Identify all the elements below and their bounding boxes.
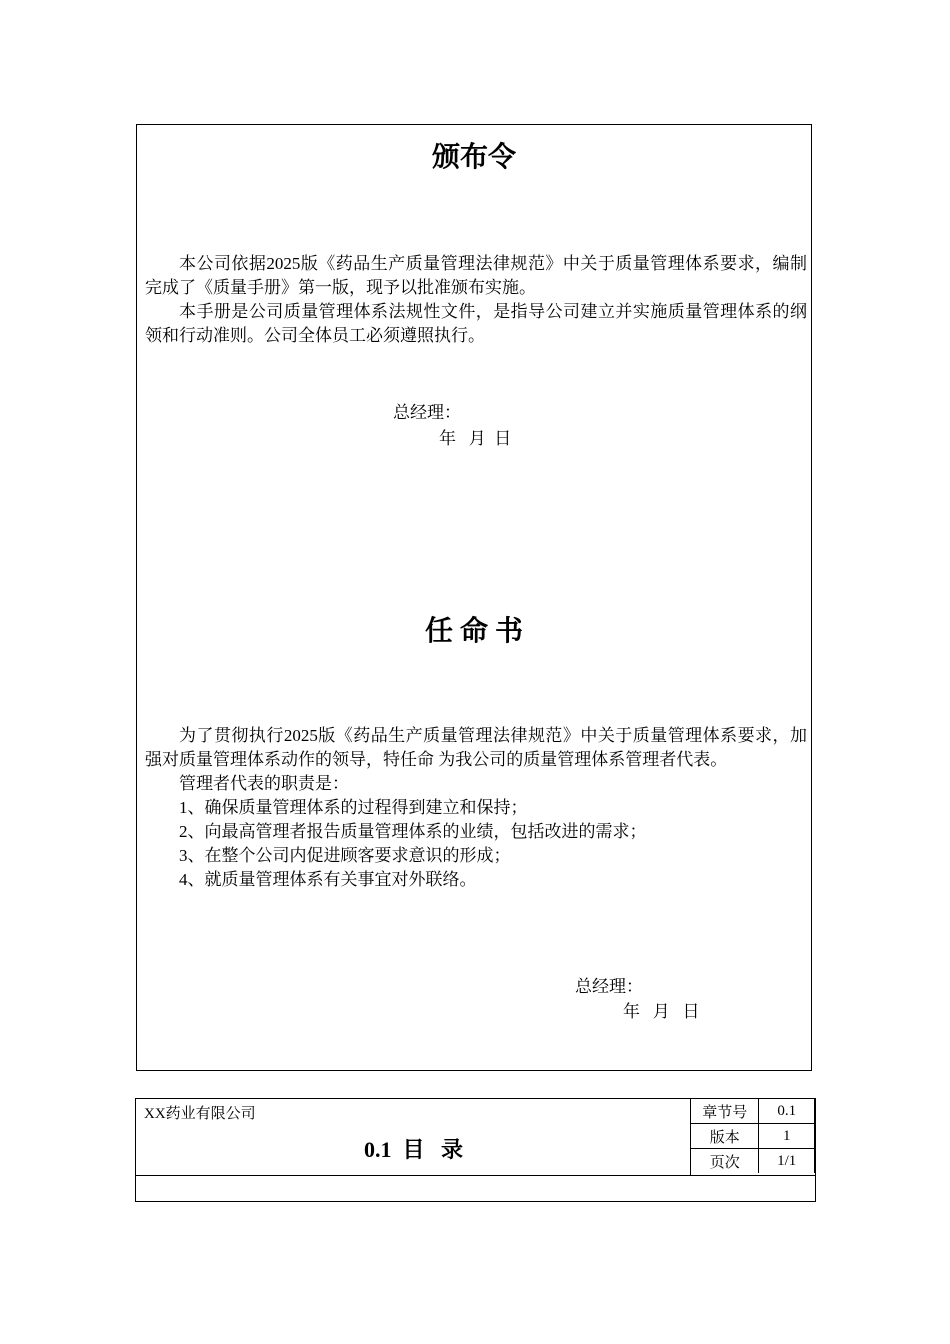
duty-item-2: 2、向最高管理者报告质量管理体系的业绩，包括改进的需求； — [179, 822, 647, 841]
appointment-body — [145, 724, 807, 892]
meta-key: 版本 — [691, 1124, 759, 1149]
document-header-table — [135, 1098, 816, 1202]
appointment-title: 任 命 书 — [424, 616, 523, 647]
appointment-signer-label: 总经理： — [575, 977, 643, 996]
decree-paragraph-1: 本公司依据2025版《药品生产质量管理法律规范》中关于质量管理体系要求，编制完成了《质量手册》第一版，现予以批准颁布实施。 — [145, 254, 807, 297]
meta-value: 1 — [759, 1124, 815, 1149]
meta-key: 章节号 — [691, 1099, 759, 1124]
decree-signer-label: 总经理： — [393, 403, 461, 422]
company-name: XX药业有限公司 — [144, 1106, 256, 1122]
meta-value: 1/1 — [759, 1149, 815, 1174]
decree-title: 颁布令 — [431, 142, 516, 173]
meta-row-page — [691, 1149, 815, 1174]
document-frame — [136, 124, 812, 1071]
section-title: 0.1 目 录 — [363, 1137, 463, 1162]
duties-heading: 管理者代表的职责是： — [179, 774, 349, 793]
duty-item-3: 3、在整个公司内促进顾客要求意识的形成； — [179, 846, 511, 865]
meta-row-section — [691, 1099, 815, 1124]
decree-paragraph-2: 本手册是公司质量管理体系法规性文件，是指导公司建立并实施质量管理体系的纲领和行动准则。公司全体员工必须遵照执行。 — [145, 302, 807, 345]
meta-key: 页次 — [691, 1149, 759, 1174]
meta-row-version — [691, 1124, 815, 1149]
decree-body — [145, 252, 807, 348]
appointment-date: 年 月 日 — [623, 1002, 700, 1021]
decree-date: 年 月 日 — [439, 429, 512, 448]
duty-item-4: 4、就质量管理体系有关事宜对外联络。 — [179, 870, 477, 889]
row-divider — [136, 1175, 815, 1176]
duty-item-1: 1、确保质量管理体系的过程得到建立和保持； — [179, 798, 528, 817]
meta-value: 0.1 — [759, 1099, 815, 1124]
appointment-paragraph: 为了贯彻执行2025版《药品生产质量管理法律规范》中关于质量管理体系要求，加强对质量管理体系动作的领导，特任命 为我公司的质量管理体系管理者代表。 — [145, 726, 807, 769]
meta-table — [691, 1099, 815, 1173]
